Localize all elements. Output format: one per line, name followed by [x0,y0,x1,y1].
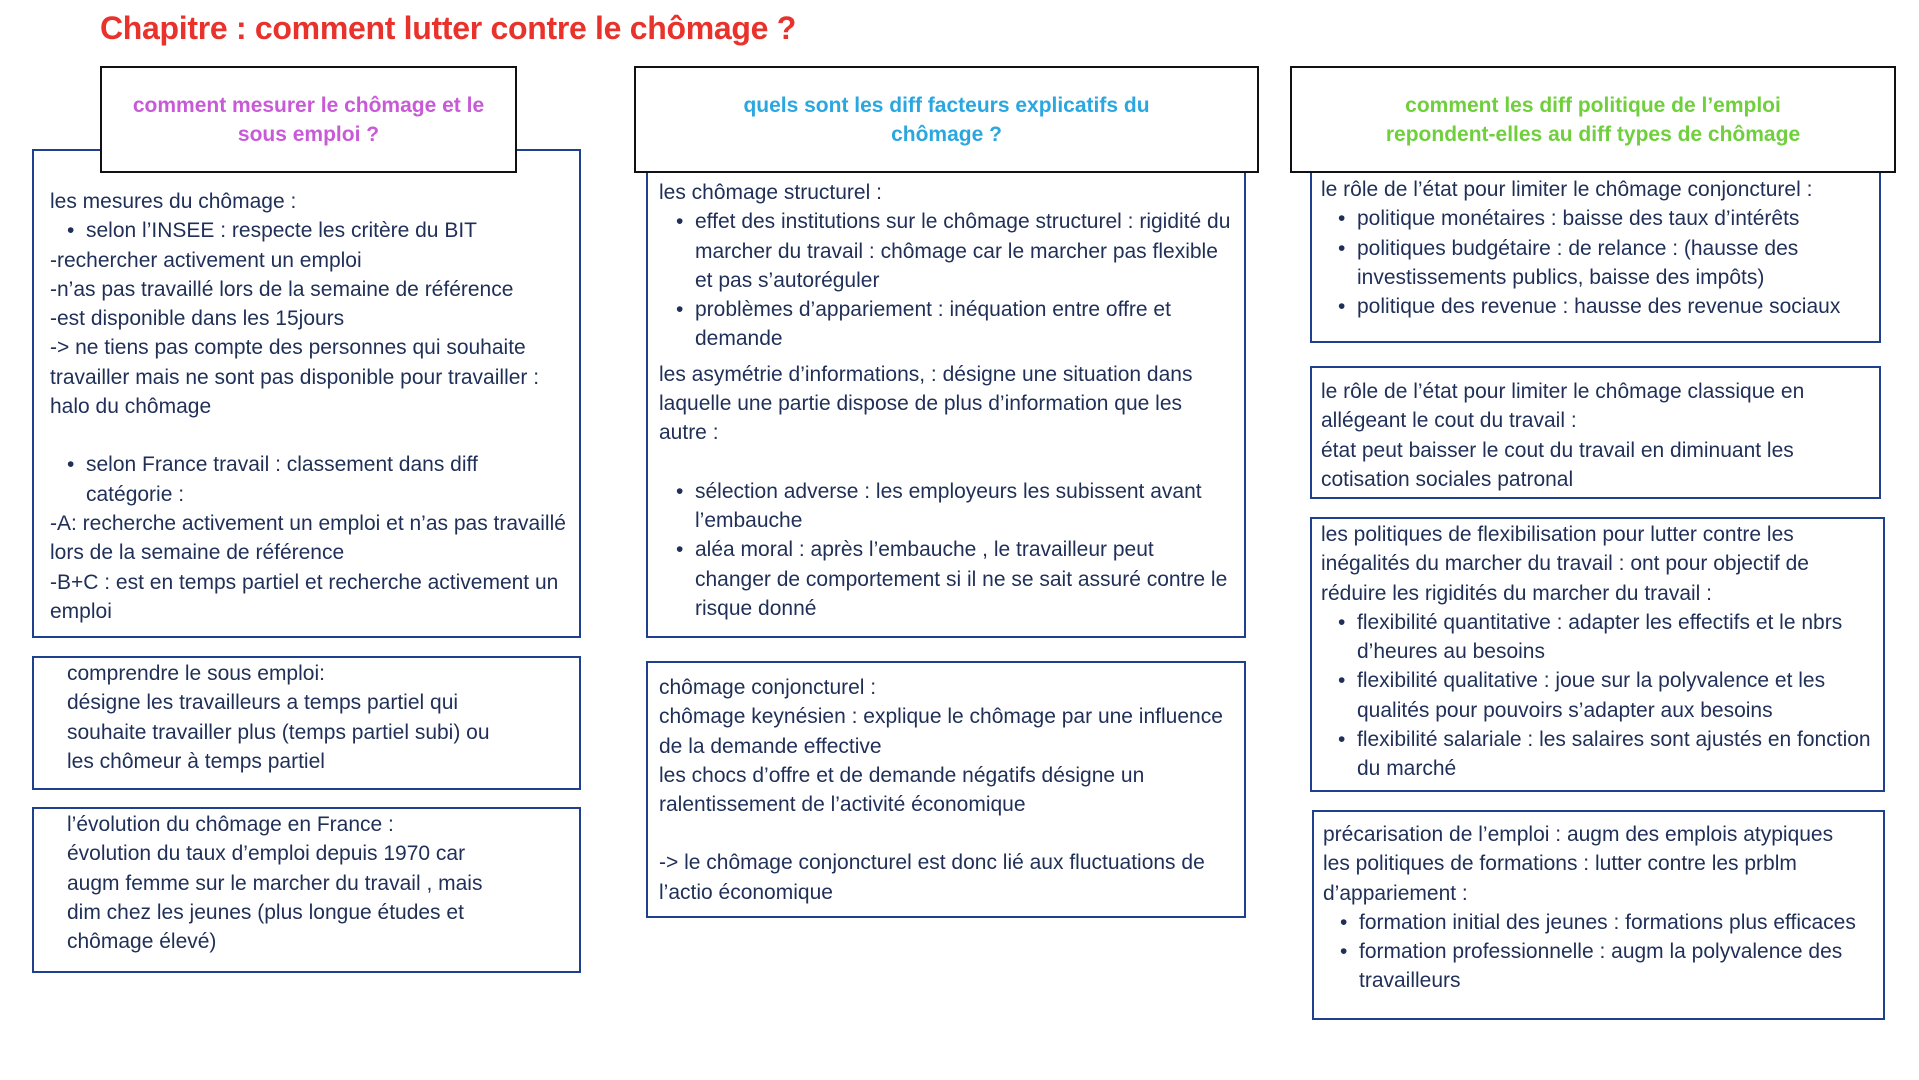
col3-box3-bullet: • flexibilité salariale : les salaires sont ajustés en fonction du marché [1321,725,1875,784]
col1-header-line1: comment mesurer le chômage et le [132,93,485,117]
col1-box-chomage-measures [32,149,581,638]
col2-box1-bullet: • effet des institutions sur le chômage structurel : rigidité du marcher du travail : chômage car le marcher pas flexible et pas s’autoréguler [659,207,1232,295]
col3-box3-bullet: • flexibilité qualitative : joue sur la polyvalence et les qualités pour pouvoirs s’adapter aux besoins [1321,666,1875,725]
col3-box1-bullet: • politiques budgétaire : de relance : (hausse des investissements publics, baisse des impôts) [1321,234,1871,293]
col1-box1-line: -n’as pas travaillé lors de la semaine de référence [50,277,514,301]
col1-box-sous-emploi [32,656,581,790]
col2-box2-conclusion: -> le chômage conjoncturel est donc lié aux fluctuations de l’actio économique [659,851,1205,904]
col1-box1-bullet-insee: • selon l’INSEE : respecte les critère du BIT [50,216,567,245]
col3-header-line2: repondent-elles au diff types de chômage [1385,122,1801,146]
col3-box1-intro: le rôle de l’état pour limiter le chômage conjoncturel : [1321,178,1813,201]
col1-box1-intro: les mesures du chômage : [50,190,297,213]
col3-box4-line: précarisation de l’emploi : augm des emplois atypiques [1323,823,1834,846]
col3-header-line1: comment les diff politique de l’emploi [1405,93,1781,117]
col2-box2-line: les chocs d’offre et de demande négatifs désigne un ralentissement de l’activité économique [659,763,1145,817]
col3-header [1290,66,1896,173]
col1-box1-line: -> ne tiens pas compte des personnes qui souhaite travailler mais ne sont pas disponible pour travailler : halo du chômage [50,336,540,419]
col1-box2-text: désigne les travailleurs a temps partiel qui souhaite travailler plus (temps partiel subi) ou les chômeur à temps partiel [67,691,490,773]
col1-box3-text: évolution du taux d’emploi depuis 1970 car augm femme sur le marcher du travail , mais dim chez les jeunes (plus longue études et chômage élevé) [67,842,483,954]
col1-header [100,66,517,173]
col1-box1-line: -A: recherche activement un emploi et n’as pas travaillé lors de la semaine de référence [50,511,566,565]
col1-box1-line: -est disponible dans les 15jours [50,307,345,331]
col2-box-conjoncturel [646,661,1246,918]
col2-box1-bullet: • aléa moral : après l’embauche , le travailleur peut changer de comportement si il ne se sait assuré contre le risque donné [659,535,1232,623]
col3-box4-bullet: • formation initial des jeunes : formations plus efficaces [1323,908,1879,937]
col3-box2-line: le rôle de l’état pour limiter le chômage classique en allégeant le cout du travail : [1321,380,1805,433]
col3-box-conjoncturel [1310,173,1881,343]
col2-box1-bullet: • problèmes d’appariement : inéquation entre offre et demande [659,295,1232,354]
col1-box-evolution [32,807,581,973]
page-title: Chapitre : comment lutter contre le chômage ? [100,10,796,46]
col1-box1-line: -B+C : est en temps partiel et recherche activement un emploi [50,570,559,623]
col2-header-line2: chômage ? [891,122,1002,146]
col3-box-formations [1312,810,1885,1020]
col3-box-flexibilisation [1310,517,1885,792]
col3-box1-bullet: • politique monétaires : baisse des taux d’intérêts [1321,204,1871,233]
col2-box1-para: les asymétrie d’informations, : désigne une situation dans laquelle une partie dispose de plus d’information que les autre : [659,362,1193,445]
col2-header [634,66,1259,173]
col1-box3-heading: l’évolution du chômage en France : [67,813,394,836]
col3-box4-bullet: • formation professionnelle : augm la polyvalence des travailleurs [1323,937,1879,996]
col2-box2-line: chômage keynésien : explique le chômage par une influence de la demande effective [659,705,1223,758]
col3-box-classique [1310,366,1881,499]
col2-box1-bullet: • sélection adverse : les employeurs les subissent avant l’embauche [659,477,1232,536]
col2-box-structurel [646,173,1246,638]
col3-box2-line: état peut baisser le cout du travail en diminuant les cotisation sociales patronal [1321,438,1794,491]
col2-header-line1: quels sont les diff facteurs explicatifs du [743,93,1150,117]
col3-box3-intro: les politiques de flexibilisation pour lutter contre les inégalités du marcher du travail : ont pour objectif de réduire les rigidités du marcher du travail : [1321,523,1809,605]
col2-box1-intro: les chômage structurel : [659,181,882,204]
col3-box1-bullet: • politique des revenue : hausse des revenue sociaux [1321,292,1871,321]
col1-box2-heading: comprendre le sous emploi: [67,662,325,685]
col3-box3-bullet: • flexibilité quantitative : adapter les effectifs et le nbrs d’heures au besoins [1321,608,1875,667]
col3-box4-line: les politiques de formations : lutter contre les prblm d’appariement : [1323,852,1797,905]
col1-header-line2: sous emploi ? [237,122,380,146]
col1-box1-bullet-france-travail: • selon France travail : classement dans diff catégorie : [50,450,567,509]
col2-box2-line: chômage conjoncturel : [659,676,877,699]
col1-box1-line: -rechercher activement un emploi [50,248,362,272]
